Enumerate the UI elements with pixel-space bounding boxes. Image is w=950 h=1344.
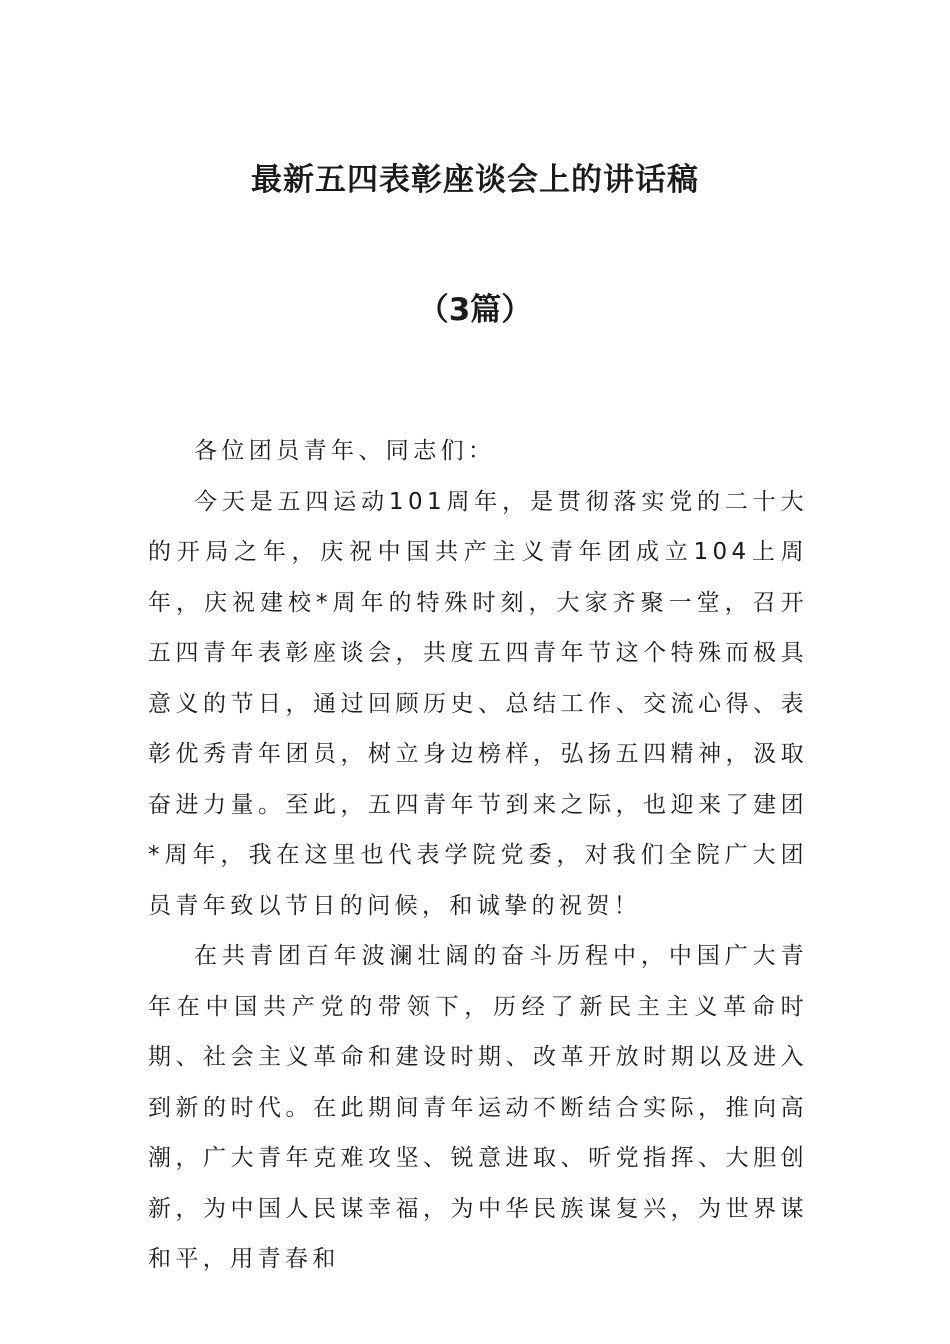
body-paragraph: 今天是五四运动101周年，是贯彻落实党的二十大的开局之年，庆祝中国共产主义青年团成立104上周年，庆祝建校*周年的特殊时刻，大家齐聚一堂，召开五四青年表彰座谈会，共度五四青年节这个特殊而极具意义的节日，通过回顾历史、总结工作、交流心得、表彰优秀青年团员，树立身边榜样，弘扬五四精神，汲取奋进力量。至此，五四青年节到来之际，也迎来了建团*周年，我在这里也代表学院党委，对我们全院广大团员青年致以节日的问候，和诚挚的祝贺！ bbox=[148, 488, 808, 919]
document-title: 最新五四表彰座谈会上的讲话稿 bbox=[251, 162, 699, 198]
body-paragraph: 在共青团百年波澜壮阔的奋斗历程中，中国广大青年在中国共产党的带领下，历经了新民主主义革命时期、社会主义革命和建设时期、改革开放时期以及进入到新的时代。在此期间青年运动不断结合实际，推向高潮，广大青年克难攻坚、锐意进取、听党指挥、大胆创新，为中国人民谋幸福，为中华民族谋复兴，为世界谋和平，用青春和 bbox=[148, 943, 808, 1272]
greeting-line: 各位团员青年、同志们： bbox=[194, 438, 496, 464]
document-subtitle: （3篇） bbox=[417, 292, 533, 328]
document-body bbox=[148, 426, 808, 1285]
